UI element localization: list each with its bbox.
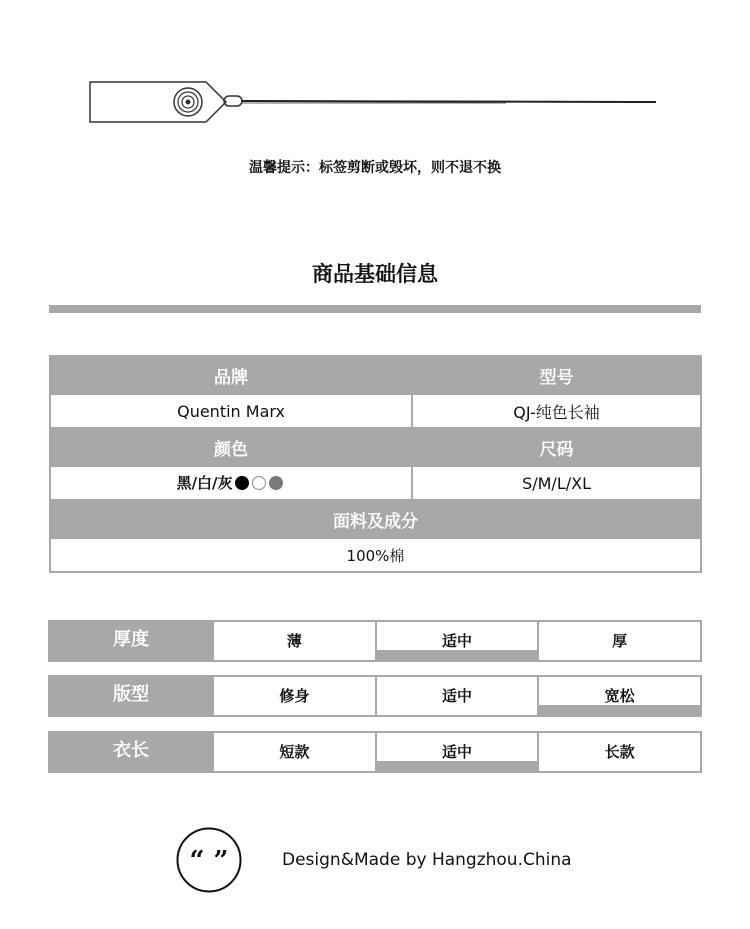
color-header: 颜色 — [50, 428, 412, 466]
color-swatches — [235, 476, 286, 494]
thickness-option: 厚 — [539, 620, 702, 662]
brand-value: Quentin Marx — [50, 394, 412, 428]
size-header: 尺码 — [412, 428, 701, 466]
thickness-row — [48, 620, 702, 662]
model-header: 型号 — [412, 356, 701, 394]
length-option: 长款 — [539, 731, 702, 773]
title-divider — [49, 305, 701, 313]
hang-tag-illustration — [86, 76, 662, 132]
fit-label: 版型 — [48, 675, 214, 717]
fit-row — [48, 675, 702, 717]
tag-notice: 温馨提示：标签剪断或毁坏，则不退不换 — [249, 160, 501, 176]
length-label: 衣长 — [48, 731, 214, 773]
swatch-black — [235, 476, 249, 490]
length-option: 短款 — [214, 731, 377, 773]
color-value: 黑/白/灰 — [176, 474, 233, 492]
section-title: 商品基础信息 — [312, 262, 438, 286]
quote-logo-icon — [176, 827, 242, 893]
quote-marks: “ ” — [189, 846, 229, 876]
color-value-cell — [50, 466, 412, 500]
swatch-white — [252, 476, 266, 490]
product-info-table — [49, 355, 702, 573]
length-option: 适中 — [377, 731, 540, 773]
thickness-option: 适中 — [377, 620, 540, 662]
fit-option: 宽松 — [539, 675, 702, 717]
thickness-label: 厚度 — [48, 620, 214, 662]
fabric-header: 面料及成分 — [50, 500, 701, 538]
fabric-value: 100%棉 — [50, 538, 701, 572]
fit-option: 适中 — [377, 675, 540, 717]
brand-header: 品牌 — [50, 356, 412, 394]
thickness-option: 薄 — [214, 620, 377, 662]
model-value: QJ-纯色长袖 — [412, 394, 701, 428]
swatch-gray — [269, 476, 283, 490]
footer-credit: Design&Made by Hangzhou.China — [282, 850, 572, 870]
size-value: S/M/L/XL — [412, 466, 701, 500]
fit-option: 修身 — [214, 675, 377, 717]
length-row — [48, 731, 702, 773]
